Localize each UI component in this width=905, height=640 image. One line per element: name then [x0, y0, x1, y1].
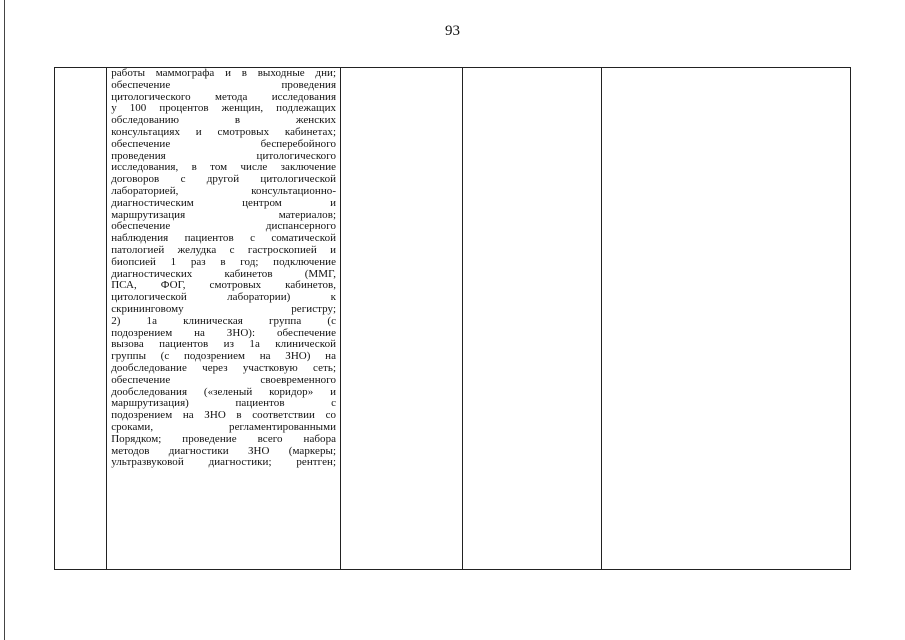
text-line: ультразвуковой диагностики; рентген;: [111, 457, 337, 469]
text-line: дообследования («зеленый коридор» и: [111, 386, 337, 398]
text-line: обеспечение диспансерного: [111, 221, 337, 233]
text-line: наблюдения пациентов с соматической: [111, 233, 337, 245]
text-line: вызова пациентов из 1а клинической: [111, 339, 337, 351]
text-line: группы (с подозрением на ЗНО) на: [111, 351, 337, 363]
text-line: подозрением на ЗНО в соответствии со: [111, 410, 337, 422]
table-cell-number: [55, 68, 107, 570]
text-line: исследования, в том числе заключение: [111, 162, 337, 174]
text-line: цитологического метода исследования: [111, 91, 337, 103]
table-cell-measures: [107, 68, 341, 570]
table-cell-result: [602, 68, 851, 570]
text-line: консультациях и смотровых кабинетах;: [111, 126, 337, 138]
text-line: 2) 1а клиническая группа (с: [111, 315, 337, 327]
text-line: биопсией 1 раз в год; подключение: [111, 256, 337, 268]
text-line: обеспечение своевременного: [111, 374, 337, 386]
page-number: 93: [445, 23, 460, 39]
text-line: диагностическим центром и: [111, 197, 337, 209]
text-line: маршрутизация) пациентов с: [111, 398, 337, 410]
measures-text: [107, 68, 340, 469]
binding-edge-line: [4, 0, 5, 640]
table-row: [55, 68, 851, 570]
text-line: у 100 процентов женщин, подлежащих: [111, 103, 337, 115]
text-line: подозрением на ЗНО): обеспечение: [111, 327, 337, 339]
text-line: ПСА, ФОГ, смотровых кабинетов,: [111, 280, 337, 292]
text-line: обследованию в женских: [111, 115, 337, 127]
text-line: работы маммографа и в выходные дни;: [111, 68, 337, 79]
text-line: Порядком; проведение всего набора: [111, 433, 337, 445]
text-line: маршрутизация материалов;: [111, 209, 337, 221]
text-line: методов диагностики ЗНО (маркеры;: [111, 445, 337, 457]
text-line: обеспечение бесперебойного: [111, 138, 337, 150]
text-line: скрининговому регистру;: [111, 303, 337, 315]
text-line: лабораторией, консультационно-: [111, 185, 337, 197]
text-line: проведения цитологического: [111, 150, 337, 162]
text-line: патологией желудка с гастроскопией и: [111, 244, 337, 256]
table-cell-responsible: [462, 68, 602, 570]
text-line: диагностических кабинетов (ММГ,: [111, 268, 337, 280]
text-line: сроками, регламентированными: [111, 421, 337, 433]
text-line: договоров с другой цитологической: [111, 174, 337, 186]
text-line: обеспечение проведения: [111, 79, 337, 91]
text-line: дообследование через участковую сеть;: [111, 362, 337, 374]
measures-table: [54, 67, 851, 570]
table-cell-deadline: [341, 68, 462, 570]
text-line: цитологической лаборатории) к: [111, 292, 337, 304]
